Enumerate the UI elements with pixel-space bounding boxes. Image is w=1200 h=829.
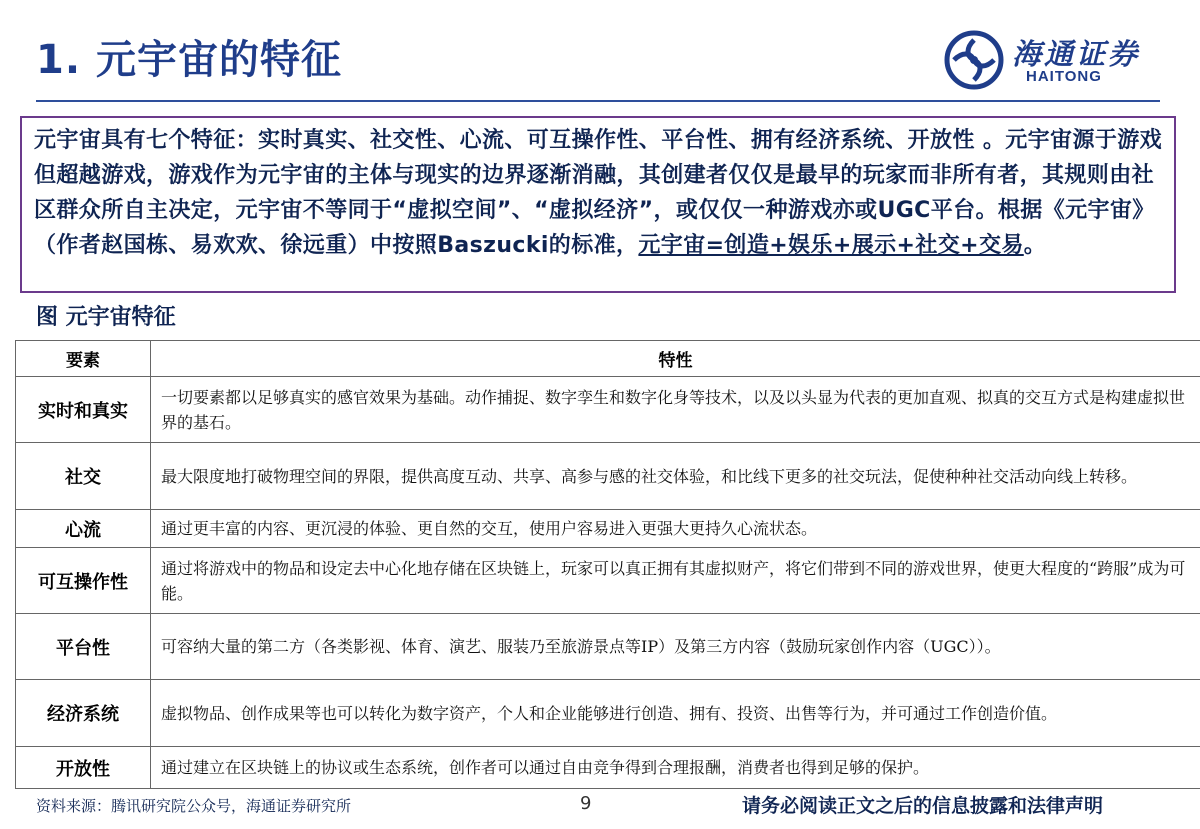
row-value: 虚拟物品、创作成果等也可以转化为数字资产，个人和企业能够进行创造、拥有、投资、出售等行为，并可通过工作创造价值。 xyxy=(151,680,1200,747)
header-element: 要素 xyxy=(16,341,151,377)
row-value: 通过建立在区块链上的协议或生态系统，创作者可以通过自由竞争得到合理报酬，消费者也得到足够的保护。 xyxy=(151,747,1200,789)
page-number: 9 xyxy=(580,793,592,814)
table-header-row xyxy=(16,341,1200,377)
source-note: 资料来源：腾讯研究院公众号，海通证券研究所 xyxy=(36,797,352,815)
row-key: 实时和真实 xyxy=(16,377,151,443)
table-row xyxy=(16,377,1200,443)
summary-formula: 元宇宙=创造+娱乐+展示+社交+交易 xyxy=(638,233,1024,258)
row-key: 开放性 xyxy=(16,747,151,789)
row-key: 经济系统 xyxy=(16,680,151,747)
row-key: 社交 xyxy=(16,443,151,510)
table-row xyxy=(16,548,1200,614)
header-divider xyxy=(36,100,1160,102)
company-logo xyxy=(944,30,1164,90)
table-row xyxy=(16,680,1200,747)
row-value: 最大限度地打破物理空间的界限，提供高度互动、共享、高参与感的社交体验，和比线下更多的社交玩法，促使种种社交活动向线上转移。 xyxy=(151,443,1200,510)
row-value: 通过将游戏中的物品和设定去中心化地存储在区块链上，玩家可以真正拥有其虚拟财产，将它们带到不同的游戏世界，使更大程度的“跨服”成为可能。 xyxy=(151,548,1200,614)
row-value: 通过更丰富的内容、更沉浸的体验、更自然的交互，使用户容易进入更强大更持久心流状态。 xyxy=(151,510,1200,548)
table-row xyxy=(16,443,1200,510)
row-value: 一切要素都以足够真实的感官效果为基础。动作捕捉、数字孪生和数字化身等技术，以及以头显为代表的更加直观、拟真的交互方式是构建虚拟世界的基石。 xyxy=(151,377,1200,443)
haitong-logo-icon xyxy=(944,30,1004,90)
summary-box xyxy=(20,116,1176,293)
logo-name-en: HAITONG xyxy=(1026,68,1102,85)
disclaimer: 请务必阅读正文之后的信息披露和法律声明 xyxy=(742,795,1104,817)
summary-end: 。 xyxy=(1023,233,1047,258)
logo-name-cn: 海通证券 xyxy=(1012,37,1141,71)
row-key: 可互操作性 xyxy=(16,548,151,614)
page-title: 1. 元宇宙的特征 xyxy=(36,37,342,83)
table-row xyxy=(16,747,1200,789)
row-key: 心流 xyxy=(16,510,151,548)
table-row xyxy=(16,614,1200,680)
header-characteristic: 特性 xyxy=(151,341,1200,377)
summary-text: 元宇宙具有七个特征：实时真实、社交性、心流、可互操作性、平台性、拥有经济系统、开放性 。元宇宙源于游戏但超越游戏，游戏作为元宇宙的主体与现实的边界逐渐消融，其创建者仅仅是最早的玩家而非所有者，其规则由社区群众所自主决定，元宇宙不等同于“虚拟空间”、“虚拟经济”，或仅仅一种游戏亦或UGC平台。根据《元宇宙》（作者赵国栋、易欢欢、徐远重）中按照Baszucki的标准， xyxy=(34,128,1163,258)
row-key: 平台性 xyxy=(16,614,151,680)
figure-title: 图 元宇宙特征 xyxy=(36,305,176,330)
table-row xyxy=(16,510,1200,548)
row-value: 可容纳大量的第二方（各类影视、体育、演艺、服装乃至旅游景点等IP）及第三方内容（鼓励玩家创作内容（UGC））。 xyxy=(151,614,1200,680)
features-table xyxy=(15,340,1200,789)
